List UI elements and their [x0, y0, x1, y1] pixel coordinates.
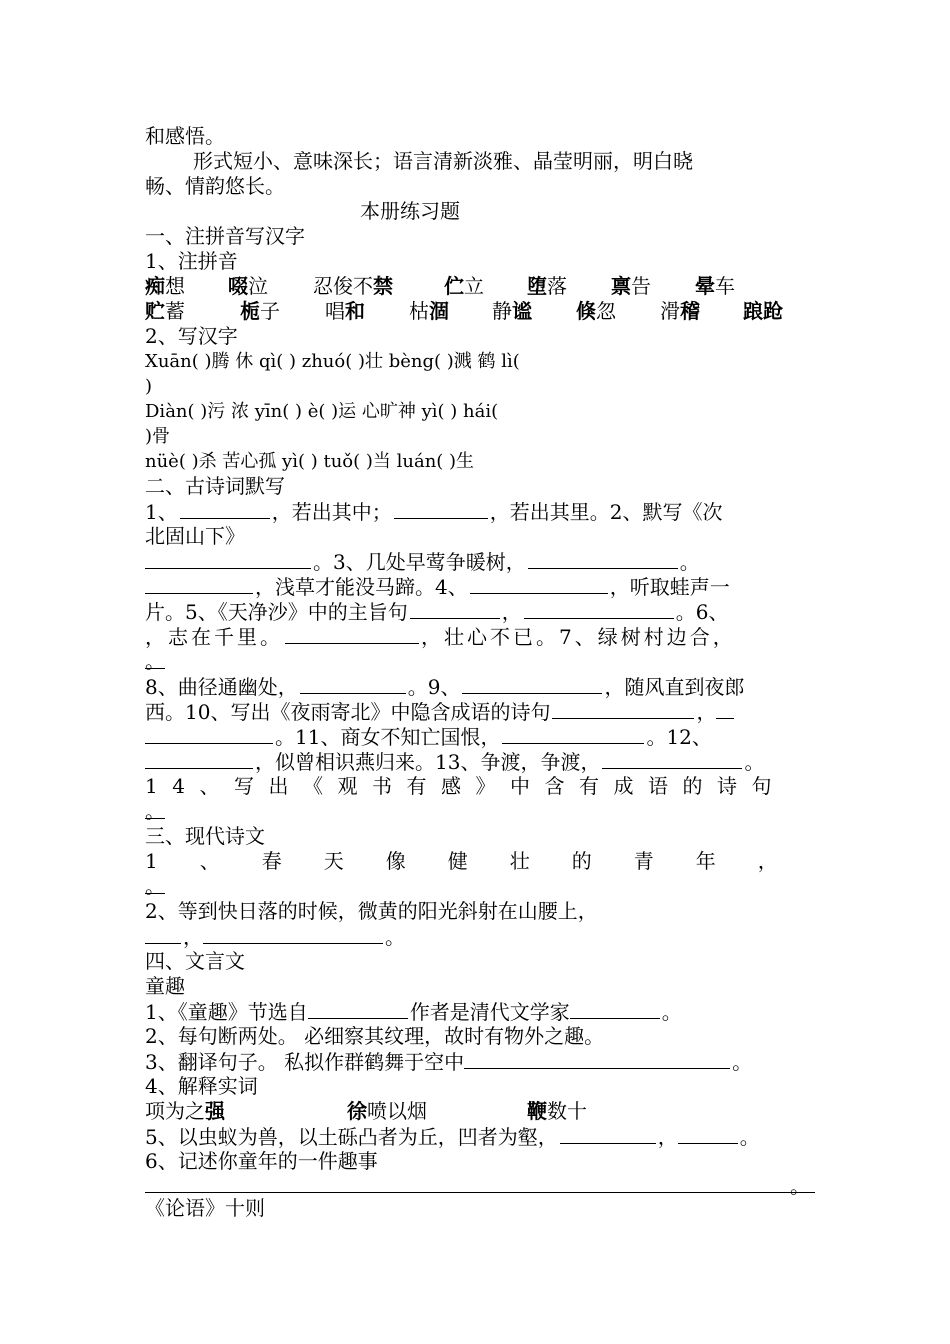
section3-heading: 三、现代诗文	[145, 824, 265, 848]
word-item: 晕车	[695, 274, 735, 298]
word-item: 踉跄	[743, 299, 783, 323]
answer-blank[interactable]	[300, 674, 406, 694]
answer-blank[interactable]	[502, 724, 644, 744]
question-line: 1、《童趣》节选自 作者是清代文学家 。	[145, 1000, 682, 1024]
modern-poem-q1: 1、春天像健壮的青年，	[145, 849, 820, 873]
answer-blank[interactable]	[180, 499, 270, 519]
answer-blank[interactable]	[552, 699, 694, 719]
question-line: 2、每句断两处。 必细察其纹理，故时有物外之趣。	[145, 1024, 605, 1048]
answer-blank[interactable]	[524, 599, 674, 619]
answer-blank[interactable]	[470, 574, 608, 594]
answer-blank[interactable]	[464, 1049, 730, 1069]
pinyin-line: nüè( )杀 苦心孤 yì( ) tuǒ( )当 luán( )生	[145, 451, 475, 472]
pinyin-line: )	[145, 376, 153, 397]
poem-line: 西。10、写出《夜雨寄北》中隐含成语的诗句 ，	[145, 699, 810, 724]
answer-blank[interactable]	[308, 999, 408, 1019]
poem-line	[145, 649, 810, 674]
answer-blank[interactable]	[716, 699, 734, 719]
pinyin-word-row	[145, 274, 810, 299]
poem-line: ，志在千里。 ，壮心不已。7、绿树村边合，	[145, 625, 736, 649]
section4-sub: 童趣	[145, 974, 185, 998]
intro-line: 形式短小、意味深长；语言清新淡雅、晶莹明丽，明白晓	[193, 149, 693, 173]
pinyin-line: )骨	[145, 426, 171, 447]
word-item: 痴想	[145, 274, 185, 298]
answer-blank[interactable]	[145, 549, 311, 569]
answer-blank[interactable]	[528, 549, 678, 569]
poem-line	[145, 799, 810, 824]
answer-line[interactable]	[145, 1192, 815, 1193]
intro-line: 畅、情韵悠长。	[145, 174, 285, 198]
page-title: 本册练习题	[360, 199, 460, 223]
poem-line: ，似曾相识燕归来。13、争渡，争渡， 。	[145, 749, 810, 774]
poem-line: ，浅草才能没马蹄。4、 ，听取蛙声一	[145, 574, 810, 599]
word-item: 唱和	[325, 299, 365, 323]
answer-blank[interactable]	[145, 724, 273, 744]
answer-blank[interactable]	[410, 599, 500, 619]
poem-line: 8、曲径通幽处， 。9、 ，随风直到夜郎	[145, 675, 745, 699]
poem-line: 片。5、《天净沙》中的主旨句 ， 。6、	[145, 600, 729, 624]
question-line: 4、解释实词	[145, 1074, 258, 1098]
word-item: 忍俊不禁	[313, 274, 393, 298]
footer-heading: 《论语》十则	[145, 1196, 265, 1220]
poem-line	[145, 874, 810, 899]
question-line: 6、记述你童年的一件趣事	[145, 1149, 378, 1173]
word-item: 贮蓄	[145, 299, 185, 323]
answer-blank[interactable]	[560, 1124, 656, 1144]
section1-sub1: 1、注拼音	[145, 249, 238, 273]
word-item: 徐喷以烟	[347, 1099, 427, 1123]
modern-poem-q2: 2、等到快日落的时候，微黄的阳光斜射在山腰上，	[145, 899, 598, 923]
pinyin-line: Diàn( )污 浓 yīn( ) è( )运 心旷神 yì( ) hái(	[145, 401, 499, 422]
word-item: 鞭数十	[527, 1099, 587, 1123]
word-item: 滑稽	[660, 299, 700, 323]
poem-line: 。	[790, 1174, 810, 1198]
answer-blank[interactable]: 。	[145, 649, 165, 673]
word-item: 伫立	[444, 274, 484, 298]
answer-blank[interactable]	[145, 574, 253, 594]
word-item: 枯涸	[409, 299, 449, 323]
pinyin-word-row	[145, 299, 810, 324]
poem-line: 。3、几处早莺争暖树， 。	[145, 549, 810, 574]
poem-line: 北固山下》	[145, 524, 245, 548]
answer-blank[interactable]	[203, 924, 383, 944]
word-item: 项为之强	[145, 1099, 225, 1123]
poem-line: 1、 ，若出其中； ，若出其里。2、默写《次	[145, 500, 723, 524]
section2-heading: 二、古诗词默写	[145, 474, 285, 498]
word-item: 禀告	[611, 274, 651, 298]
section4-heading: 四、文言文	[145, 949, 245, 973]
answer-blank[interactable]: 。	[145, 874, 165, 898]
answer-blank[interactable]: 。	[145, 799, 165, 823]
pinyin-line: Xuān( )腾 休 qì( ) zhuó( )壮 bèng( )溅 鹤 lì(	[145, 351, 520, 372]
answer-blank[interactable]	[602, 749, 742, 769]
answer-blank[interactable]	[285, 624, 419, 644]
word-explain-row	[145, 1099, 810, 1124]
word-item: 静谧	[492, 299, 532, 323]
answer-blank[interactable]	[394, 499, 488, 519]
answer-blank[interactable]	[678, 1124, 738, 1144]
intro-line: 和感悟。	[145, 124, 225, 148]
word-item: 栀子	[240, 299, 280, 323]
word-item: 堕落	[527, 274, 567, 298]
answer-blank[interactable]	[570, 999, 660, 1019]
answer-blank[interactable]	[462, 674, 602, 694]
answer-blank[interactable]	[145, 749, 253, 769]
question-line: 5、以虫蚁为兽，以土砾凸者为丘，凹者为壑， ， 。	[145, 1125, 760, 1149]
poem-line: 。11、商女不知亡国恨， 。12、	[145, 724, 810, 749]
section1-sub2: 2、写汉字	[145, 324, 238, 348]
word-item: 倏忽	[576, 299, 616, 323]
answer-blank[interactable]	[145, 924, 181, 944]
question-line: 3、翻译句子。 私拟作群鹤舞于空中 。	[145, 1050, 753, 1074]
poem-line: ， 。	[145, 924, 810, 949]
section1-heading: 一、注拼音写汉字	[145, 224, 305, 248]
poem-line: 14、写出《观书有感》中含有成语的诗句	[145, 774, 786, 798]
word-item: 啜泣	[228, 274, 268, 298]
